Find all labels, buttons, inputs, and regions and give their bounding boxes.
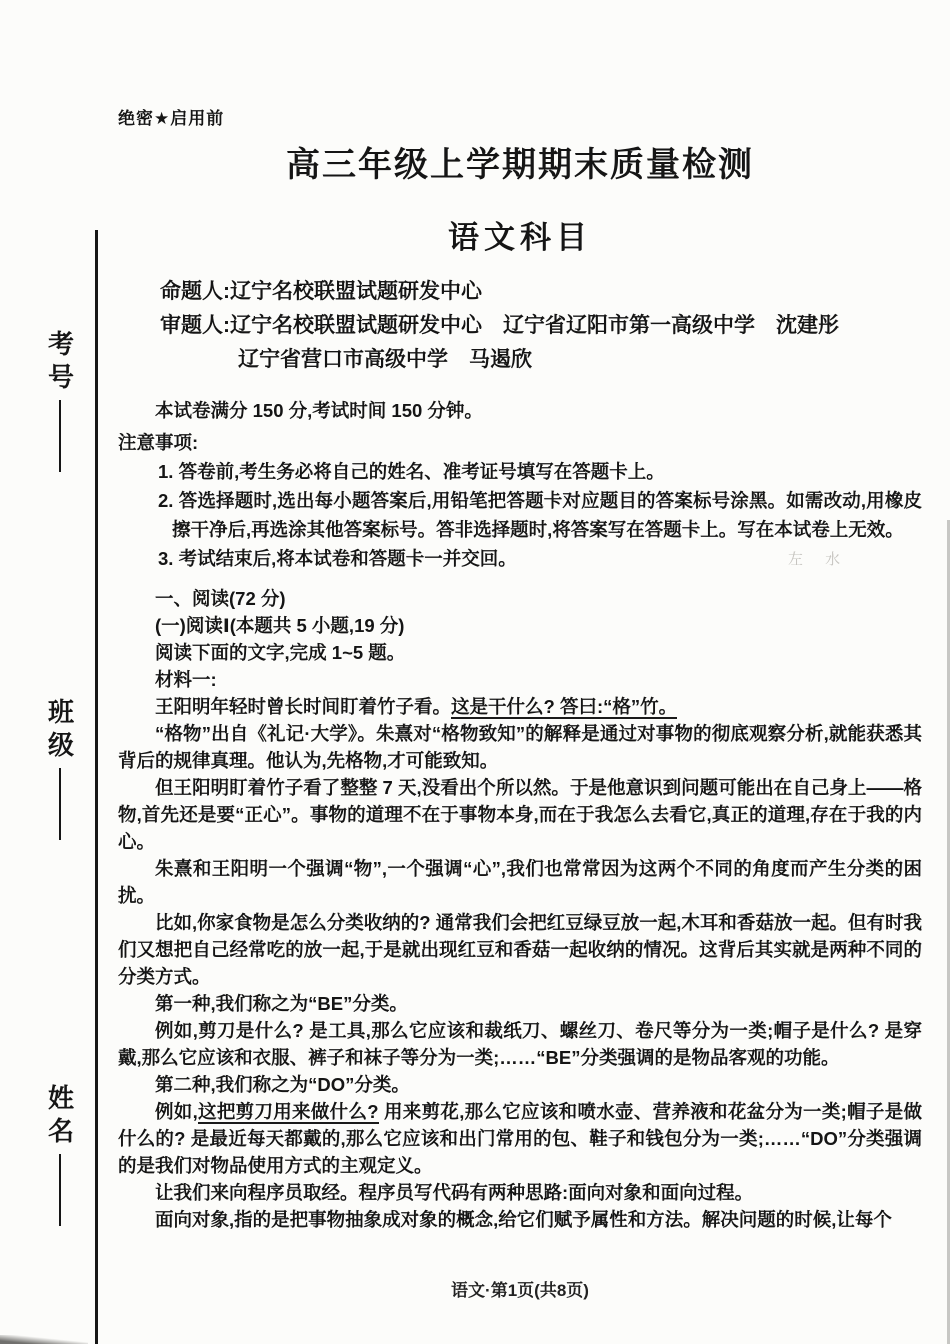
- setter-line: 命题人:辽宁名校联盟试题研发中心: [160, 280, 482, 303]
- subject-title: 语文科目: [448, 220, 592, 255]
- scan-corner-mark: [0, 1335, 88, 1344]
- paragraph: 让我们来向程序员取经。程序员写代码有两种思路:面向对象和面向过程。: [155, 1182, 754, 1203]
- subsection-heading: (一)阅读Ⅰ(本题共 5 小题,19 分): [155, 615, 405, 636]
- material-label: 材料一:: [155, 669, 217, 690]
- paragraph: 例如,剪刀是什么? 是工具,那么它应该和裁纸刀、螺丝刀、卷尺等分为一类;帽子是什么? 是穿戴,那么它应该和衣服、裤子和袜子等分为一类;……“BE”分类强调的是物品客观的功能。: [118, 1020, 922, 1068]
- exam-credits: [160, 275, 922, 377]
- class-label: 班级: [44, 698, 75, 764]
- notice-item-1: 1. 答卷前,考生务必将自己的姓名、准考证号填写在答题卡上。: [158, 461, 665, 482]
- paragraph-text: 王阳明年轻时曾长时间盯着竹子看。: [155, 696, 452, 717]
- paragraph: 但王阳明盯着竹子看了整整 7 天,没看出个所以然。于是他意识到问题可能出在自己身上——格物,首先还是要“正心”。事物的道理不在于事物本身,而在于我怎么去看它,真正的道理,存在于我的内心。: [118, 777, 922, 852]
- paragraph-text: 用来剪花,那么它应该和喷水壶、营养液和花盆分为一类;帽子是做什么的? 是最近每天都戴的,那么它应该和出门常用的包、鞋子和钱包分为一类;……“DO”分类强调的是我们对物品使用方式的主观定义。: [118, 1101, 923, 1176]
- exam-number-blank-line: [59, 400, 62, 472]
- reviewer-line-2: 辽宁省营口市高级中学 马遏欣: [238, 348, 532, 371]
- underlined-text: 这把剪刀用来做什么?: [197, 1101, 379, 1122]
- paragraph: 第二种,我们称之为“DO”分类。: [155, 1074, 410, 1095]
- exam-number-label: 考号: [44, 330, 75, 396]
- paragraph: 面向对象,指的是把事物抽象成对象的概念,给它们赋予属性和方法。解决问题的时候,让每个: [155, 1209, 892, 1230]
- reviewer-line: 审题人:辽宁名校联盟试题研发中心 辽宁省辽阳市第一高级中学 沈建彤: [160, 314, 839, 337]
- classification-banner: 绝密★启用前: [118, 109, 225, 128]
- notice-item-3: 3. 考试结束后,将本试卷和答题卡一并交回。: [158, 548, 517, 569]
- reading-section: [118, 585, 922, 1233]
- class-blank-line: [59, 768, 62, 840]
- exam-number-field: [34, 330, 86, 472]
- exam-info-line: 本试卷满分 150 分,考试时间 150 分钟。: [155, 400, 483, 421]
- page-title: 高三年级上学期期末质量检测: [286, 146, 754, 184]
- name-field: [34, 1084, 86, 1226]
- name-blank-line: [59, 1154, 62, 1226]
- underlined-text: 这是干什么? 答曰:“格”竹。: [451, 696, 678, 717]
- page-footer: 语文·第1页(共8页): [451, 1281, 589, 1300]
- paragraph: “格物”出自《礼记·大学》。朱熹对“格物致知”的解释是通过对事物的彻底观察分析,就能获悉其背后的规律真理。他认为,先格物,才可能致知。: [118, 723, 922, 771]
- left-margin-rule: [95, 230, 98, 1344]
- section-heading: 一、阅读(72 分): [155, 588, 286, 609]
- paragraph: 第一种,我们称之为“BE”分类。: [155, 993, 408, 1014]
- paragraph: 朱熹和王阳明一个强调“物”,一个强调“心”,我们也常常因为这两个不同的角度而产生分类的困扰。: [118, 858, 922, 906]
- class-field: [34, 698, 86, 840]
- main-content: [118, 0, 922, 1233]
- paragraph: 比如,你家食物是怎么分类收纳的? 通常我们会把红豆绿豆放一起,木耳和香菇放一起。但有时我们又想把自己经常吃的放一起,于是就出现红豆和香菇一起收纳的情况。这背后其实就是两种不同的分类方式。: [118, 912, 922, 987]
- notice-item-2: 2. 答选择题时,选出每小题答案后,用铅笔把答题卡对应题目的答案标号涂黑。如需改动,用橡皮擦干净后,再选涂其他答案标号。答非选择题时,将答案写在答题卡上。写在本试卷上无效。: [158, 490, 922, 540]
- reading-instruction: 阅读下面的文字,完成 1~5 题。: [155, 642, 406, 663]
- notice-title: 注意事项:: [118, 432, 199, 453]
- scan-artifact: 左 水: [788, 551, 850, 568]
- paragraph: [118, 693, 922, 720]
- paragraph: [118, 1098, 922, 1179]
- name-label: 姓名: [44, 1084, 75, 1150]
- paragraph-text: 例如,: [155, 1101, 198, 1122]
